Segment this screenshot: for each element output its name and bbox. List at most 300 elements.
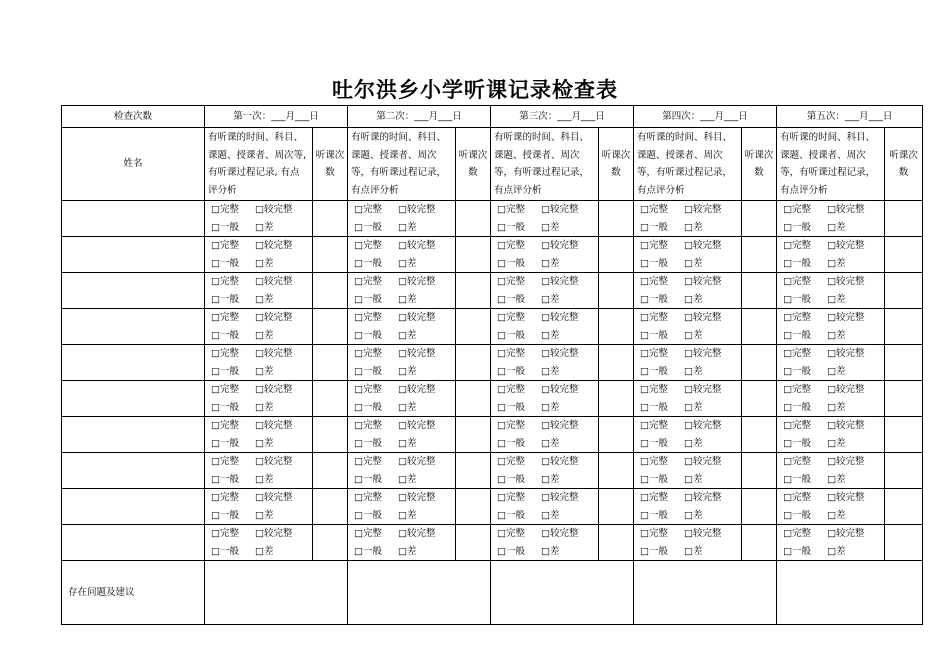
option-average[interactable]: □一般 <box>783 437 812 449</box>
option-poor[interactable]: □差 <box>255 401 274 413</box>
option-average[interactable]: □一般 <box>497 473 526 485</box>
option-average[interactable]: □一般 <box>211 221 239 233</box>
option-poor[interactable]: □差 <box>255 437 274 449</box>
count-cell[interactable] <box>885 309 923 345</box>
option-average[interactable]: □一般 <box>783 329 812 341</box>
option-fairly-complete[interactable]: □较完整 <box>398 384 436 395</box>
option-poor[interactable]: □差 <box>827 257 846 269</box>
option-poor[interactable]: □差 <box>684 401 703 413</box>
option-poor[interactable]: □差 <box>255 473 274 485</box>
option-fairly-complete[interactable]: □较完整 <box>684 204 722 215</box>
option-average[interactable]: □一般 <box>211 509 239 521</box>
rating-options <box>634 309 742 345</box>
count-cell[interactable] <box>313 345 348 381</box>
option-poor[interactable]: □差 <box>541 365 560 377</box>
issues-cell[interactable] <box>348 561 491 625</box>
option-poor[interactable]: □差 <box>827 221 846 233</box>
option-fairly-complete[interactable]: □较完整 <box>827 528 865 539</box>
option-average[interactable]: □一般 <box>211 365 239 377</box>
option-fairly-complete[interactable]: □较完整 <box>541 492 579 503</box>
rating-options <box>634 237 742 273</box>
count-cell[interactable] <box>742 381 777 417</box>
option-complete[interactable]: □完整 <box>211 456 239 467</box>
count-cell[interactable] <box>456 309 491 345</box>
option-complete[interactable]: □完整 <box>211 204 239 215</box>
rating-options <box>205 309 313 345</box>
option-average[interactable]: □一般 <box>497 257 526 269</box>
count-cell[interactable] <box>885 381 923 417</box>
option-complete[interactable]: □完整 <box>783 528 812 539</box>
teacher-row <box>62 381 923 417</box>
option-poor[interactable]: □差 <box>684 509 703 521</box>
rating-options <box>205 453 313 489</box>
option-fairly-complete[interactable]: □较完整 <box>541 528 579 539</box>
count-cell[interactable] <box>599 453 634 489</box>
option-average[interactable]: □一般 <box>354 437 382 449</box>
count-cell[interactable] <box>456 201 491 237</box>
count-cell[interactable] <box>599 525 634 561</box>
rating-options <box>491 201 599 237</box>
count-cell[interactable] <box>456 273 491 309</box>
option-poor[interactable]: □差 <box>398 329 417 341</box>
rating-options <box>348 417 456 453</box>
option-average[interactable]: □一般 <box>640 509 669 521</box>
count-cell[interactable] <box>885 237 923 273</box>
name-cell[interactable] <box>62 525 205 561</box>
count-cell[interactable] <box>599 309 634 345</box>
name-cell[interactable] <box>62 201 205 237</box>
count-cell[interactable] <box>599 237 634 273</box>
option-fairly-complete[interactable]: □较完整 <box>255 312 293 323</box>
option-poor[interactable]: □差 <box>398 545 417 557</box>
option-poor[interactable]: □差 <box>398 293 417 305</box>
count-cell[interactable] <box>313 453 348 489</box>
option-complete[interactable]: □完整 <box>497 348 526 359</box>
option-complete[interactable]: □完整 <box>211 348 239 359</box>
option-fairly-complete[interactable]: □较完整 <box>827 276 865 287</box>
option-average[interactable]: □一般 <box>640 329 669 341</box>
option-complete[interactable]: □完整 <box>211 528 239 539</box>
issues-cell[interactable] <box>205 561 348 625</box>
option-fairly-complete[interactable]: □较完整 <box>684 528 722 539</box>
count-cell[interactable] <box>885 345 923 381</box>
option-complete[interactable]: □完整 <box>354 348 382 359</box>
option-average[interactable]: □一般 <box>211 329 239 341</box>
option-fairly-complete[interactable]: □较完整 <box>398 420 436 431</box>
rating-options <box>777 525 885 561</box>
count-cell[interactable] <box>742 273 777 309</box>
option-poor[interactable]: □差 <box>541 221 560 233</box>
option-average[interactable]: □一般 <box>354 509 382 521</box>
count-cell[interactable] <box>313 309 348 345</box>
option-complete[interactable]: □完整 <box>211 492 239 503</box>
option-fairly-complete[interactable]: □较完整 <box>684 240 722 251</box>
option-poor[interactable]: □差 <box>684 437 703 449</box>
count-cell[interactable] <box>742 489 777 525</box>
count-cell[interactable] <box>313 201 348 237</box>
count-cell[interactable] <box>885 273 923 309</box>
name-cell[interactable] <box>62 309 205 345</box>
option-fairly-complete[interactable]: □较完整 <box>255 384 293 395</box>
rating-options <box>348 201 456 237</box>
option-fairly-complete[interactable]: □较完整 <box>827 240 865 251</box>
option-poor[interactable]: □差 <box>541 509 560 521</box>
option-complete[interactable]: □完整 <box>497 276 526 287</box>
option-average[interactable]: □一般 <box>497 293 526 305</box>
option-poor[interactable]: □差 <box>827 329 846 341</box>
name-header: 姓名 <box>62 128 205 201</box>
option-poor[interactable]: □差 <box>541 257 560 269</box>
option-complete[interactable]: □完整 <box>354 528 382 539</box>
count-cell[interactable] <box>456 525 491 561</box>
option-average[interactable]: □一般 <box>497 437 526 449</box>
rating-options <box>491 525 599 561</box>
option-complete[interactable]: □完整 <box>640 456 669 467</box>
count-cell[interactable] <box>313 489 348 525</box>
option-complete[interactable]: □完整 <box>211 384 239 395</box>
count-cell[interactable] <box>742 237 777 273</box>
name-cell[interactable] <box>62 237 205 273</box>
option-complete[interactable]: □完整 <box>783 348 812 359</box>
option-fairly-complete[interactable]: □较完整 <box>541 276 579 287</box>
option-complete[interactable]: □完整 <box>640 420 669 431</box>
option-fairly-complete[interactable]: □较完整 <box>398 492 436 503</box>
option-fairly-complete[interactable]: □较完整 <box>398 276 436 287</box>
option-average[interactable]: □一般 <box>211 437 239 449</box>
option-fairly-complete[interactable]: □较完整 <box>541 420 579 431</box>
option-poor[interactable]: □差 <box>541 401 560 413</box>
option-poor[interactable]: □差 <box>684 293 703 305</box>
option-average[interactable]: □一般 <box>497 221 526 233</box>
count-cell[interactable] <box>313 525 348 561</box>
rating-options <box>777 237 885 273</box>
count-cell[interactable] <box>599 201 634 237</box>
option-poor[interactable]: □差 <box>398 473 417 485</box>
option-average[interactable]: □一般 <box>640 257 669 269</box>
teacher-row <box>62 201 923 237</box>
option-average[interactable]: □一般 <box>783 365 812 377</box>
option-poor[interactable]: □差 <box>541 473 560 485</box>
option-complete[interactable]: □完整 <box>354 240 382 251</box>
name-cell[interactable] <box>62 381 205 417</box>
count-cell[interactable] <box>456 237 491 273</box>
count-cell[interactable] <box>742 417 777 453</box>
option-poor[interactable]: □差 <box>398 437 417 449</box>
option-fairly-complete[interactable]: □较完整 <box>541 348 579 359</box>
option-average[interactable]: □一般 <box>783 257 812 269</box>
option-poor[interactable]: □差 <box>827 293 846 305</box>
count-cell[interactable] <box>599 489 634 525</box>
option-fairly-complete[interactable]: □较完整 <box>684 312 722 323</box>
option-average[interactable]: □一般 <box>783 293 812 305</box>
option-fairly-complete[interactable]: □较完整 <box>827 420 865 431</box>
option-fairly-complete[interactable]: □较完整 <box>827 456 865 467</box>
option-fairly-complete[interactable]: □较完整 <box>398 240 436 251</box>
option-complete[interactable]: □完整 <box>497 312 526 323</box>
option-average[interactable]: □一般 <box>211 545 239 557</box>
option-complete[interactable]: □完整 <box>497 492 526 503</box>
option-complete[interactable]: □完整 <box>497 384 526 395</box>
option-poor[interactable]: □差 <box>684 257 703 269</box>
count-cell[interactable] <box>599 417 634 453</box>
count-cell[interactable] <box>742 453 777 489</box>
option-average[interactable]: □一般 <box>211 257 239 269</box>
option-fairly-complete[interactable]: □较完整 <box>255 240 293 251</box>
option-fairly-complete[interactable]: □较完整 <box>541 456 579 467</box>
teacher-row <box>62 273 923 309</box>
option-average[interactable]: □一般 <box>640 401 669 413</box>
rating-options <box>205 525 313 561</box>
option-average[interactable]: □一般 <box>211 401 239 413</box>
option-average[interactable]: □一般 <box>640 221 669 233</box>
option-poor[interactable]: □差 <box>255 221 274 233</box>
option-complete[interactable]: □完整 <box>354 492 382 503</box>
option-fairly-complete[interactable]: □较完整 <box>255 276 293 287</box>
option-poor[interactable]: □差 <box>684 221 703 233</box>
option-poor[interactable]: □差 <box>255 365 274 377</box>
option-complete[interactable]: □完整 <box>354 276 382 287</box>
option-fairly-complete[interactable]: □较完整 <box>398 348 436 359</box>
option-complete[interactable]: □完整 <box>211 276 239 287</box>
option-average[interactable]: □一般 <box>640 473 669 485</box>
count-cell[interactable] <box>456 381 491 417</box>
rating-options <box>348 489 456 525</box>
option-average[interactable]: □一般 <box>640 365 669 377</box>
count-cell[interactable] <box>456 453 491 489</box>
teacher-row <box>62 309 923 345</box>
option-average[interactable]: □一般 <box>640 545 669 557</box>
option-fairly-complete[interactable]: □较完整 <box>255 348 293 359</box>
option-fairly-complete[interactable]: □较完整 <box>398 204 436 215</box>
option-poor[interactable]: □差 <box>255 509 274 521</box>
option-complete[interactable]: □完整 <box>640 384 669 395</box>
option-poor[interactable]: □差 <box>255 257 274 269</box>
option-poor[interactable]: □差 <box>684 545 703 557</box>
count-cell[interactable] <box>313 237 348 273</box>
option-average[interactable]: □一般 <box>640 437 669 449</box>
option-fairly-complete[interactable]: □较完整 <box>398 528 436 539</box>
option-poor[interactable]: □差 <box>827 401 846 413</box>
option-fairly-complete[interactable]: □较完整 <box>684 456 722 467</box>
option-complete[interactable]: □完整 <box>783 204 812 215</box>
option-complete[interactable]: □完整 <box>640 276 669 287</box>
option-poor[interactable]: □差 <box>684 365 703 377</box>
option-poor[interactable]: □差 <box>541 329 560 341</box>
option-complete[interactable]: □完整 <box>640 204 669 215</box>
option-average[interactable]: □一般 <box>354 221 382 233</box>
option-complete[interactable]: □完整 <box>211 420 239 431</box>
option-fairly-complete[interactable]: □较完整 <box>684 276 722 287</box>
count-cell[interactable] <box>599 345 634 381</box>
rating-options <box>205 237 313 273</box>
option-poor[interactable]: □差 <box>684 473 703 485</box>
option-fairly-complete[interactable]: □较完整 <box>398 456 436 467</box>
option-average[interactable]: □一般 <box>783 545 812 557</box>
option-poor[interactable]: □差 <box>541 437 560 449</box>
option-complete[interactable]: □完整 <box>783 312 812 323</box>
option-complete[interactable]: □完整 <box>783 240 812 251</box>
option-poor[interactable]: □差 <box>827 437 846 449</box>
option-fairly-complete[interactable]: □较完整 <box>684 492 722 503</box>
teacher-row <box>62 453 923 489</box>
option-average[interactable]: □一般 <box>497 365 526 377</box>
option-complete[interactable]: □完整 <box>640 312 669 323</box>
option-poor[interactable]: □差 <box>827 545 846 557</box>
option-average[interactable]: □一般 <box>211 473 239 485</box>
rating-options <box>777 273 885 309</box>
option-average[interactable]: □一般 <box>783 221 812 233</box>
option-complete[interactable]: □完整 <box>354 312 382 323</box>
option-fairly-complete[interactable]: □较完整 <box>684 420 722 431</box>
option-complete[interactable]: □完整 <box>354 456 382 467</box>
option-average[interactable]: □一般 <box>354 365 382 377</box>
option-complete[interactable]: □完整 <box>497 204 526 215</box>
option-average[interactable]: □一般 <box>354 329 382 341</box>
name-cell[interactable] <box>62 453 205 489</box>
visit-1-count-header: 听课次数 <box>313 128 348 201</box>
count-cell[interactable] <box>313 273 348 309</box>
rating-options <box>777 309 885 345</box>
option-complete[interactable]: □完整 <box>783 276 812 287</box>
option-average[interactable]: □一般 <box>354 401 382 413</box>
rating-options <box>491 417 599 453</box>
option-average[interactable]: □一般 <box>354 545 382 557</box>
rating-options <box>634 489 742 525</box>
count-cell[interactable] <box>599 273 634 309</box>
rating-options <box>348 237 456 273</box>
option-poor[interactable]: □差 <box>255 329 274 341</box>
option-complete[interactable]: □完整 <box>211 240 239 251</box>
option-complete[interactable]: □完整 <box>640 348 669 359</box>
issues-cell[interactable] <box>777 561 923 625</box>
option-fairly-complete[interactable]: □较完整 <box>684 348 722 359</box>
option-complete[interactable]: □完整 <box>640 240 669 251</box>
option-average[interactable]: □一般 <box>354 473 382 485</box>
option-fairly-complete[interactable]: □较完整 <box>827 312 865 323</box>
option-fairly-complete[interactable]: □较完整 <box>541 240 579 251</box>
option-fairly-complete[interactable]: □较完整 <box>255 456 293 467</box>
rating-options <box>348 309 456 345</box>
option-complete[interactable]: □完整 <box>211 312 239 323</box>
count-cell[interactable] <box>456 417 491 453</box>
option-fairly-complete[interactable]: □较完整 <box>827 492 865 503</box>
option-fairly-complete[interactable]: □较完整 <box>255 420 293 431</box>
option-fairly-complete[interactable]: □较完整 <box>541 384 579 395</box>
count-cell[interactable] <box>456 345 491 381</box>
option-average[interactable]: □一般 <box>497 401 526 413</box>
option-poor[interactable]: □差 <box>541 293 560 305</box>
option-complete[interactable]: □完整 <box>354 204 382 215</box>
visit-5-count-header: 听课次数 <box>885 128 923 201</box>
rating-options <box>777 381 885 417</box>
rating-options <box>205 417 313 453</box>
issues-cell[interactable] <box>634 561 777 625</box>
count-cell[interactable] <box>599 381 634 417</box>
name-cell[interactable] <box>62 489 205 525</box>
option-average[interactable]: □一般 <box>354 257 382 269</box>
rating-options <box>634 381 742 417</box>
option-average[interactable]: □一般 <box>783 509 812 521</box>
visit-4-header: 第四次：___月___日 <box>634 106 777 128</box>
count-cell[interactable] <box>313 381 348 417</box>
teacher-row <box>62 417 923 453</box>
option-fairly-complete[interactable]: □较完整 <box>827 384 865 395</box>
option-complete[interactable]: □完整 <box>783 456 812 467</box>
name-cell[interactable] <box>62 345 205 381</box>
option-average[interactable]: □一般 <box>783 473 812 485</box>
option-poor[interactable]: □差 <box>398 257 417 269</box>
option-fairly-complete[interactable]: □较完整 <box>255 492 293 503</box>
rating-options <box>491 237 599 273</box>
option-average[interactable]: □一般 <box>640 293 669 305</box>
count-cell[interactable] <box>742 309 777 345</box>
option-complete[interactable]: □完整 <box>783 420 812 431</box>
count-cell[interactable] <box>885 489 923 525</box>
option-complete[interactable]: □完整 <box>497 240 526 251</box>
option-poor[interactable]: □差 <box>398 221 417 233</box>
count-cell[interactable] <box>313 417 348 453</box>
option-average[interactable]: □一般 <box>354 293 382 305</box>
option-average[interactable]: □一般 <box>783 401 812 413</box>
option-fairly-complete[interactable]: □较完整 <box>827 348 865 359</box>
option-complete[interactable]: □完整 <box>354 384 382 395</box>
option-complete[interactable]: □完整 <box>497 528 526 539</box>
name-cell[interactable] <box>62 273 205 309</box>
count-cell[interactable] <box>456 489 491 525</box>
count-cell[interactable] <box>742 345 777 381</box>
option-average[interactable]: □一般 <box>497 509 526 521</box>
name-cell[interactable] <box>62 417 205 453</box>
option-complete[interactable]: □完整 <box>354 420 382 431</box>
option-poor[interactable]: □差 <box>684 329 703 341</box>
count-cell[interactable] <box>885 201 923 237</box>
option-complete[interactable]: □完整 <box>497 456 526 467</box>
count-cell[interactable] <box>742 201 777 237</box>
option-poor[interactable]: □差 <box>398 365 417 377</box>
option-fairly-complete[interactable]: □较完整 <box>541 204 579 215</box>
option-poor[interactable]: □差 <box>255 293 274 305</box>
option-complete[interactable]: □完整 <box>640 528 669 539</box>
option-complete[interactable]: □完整 <box>783 384 812 395</box>
option-poor[interactable]: □差 <box>255 545 274 557</box>
option-poor[interactable]: □差 <box>398 509 417 521</box>
option-fairly-complete[interactable]: □较完整 <box>827 204 865 215</box>
count-cell[interactable] <box>885 417 923 453</box>
visit-1-header: 第一次：___月___日 <box>205 106 348 128</box>
option-complete[interactable]: □完整 <box>640 492 669 503</box>
option-complete[interactable]: □完整 <box>783 492 812 503</box>
option-fairly-complete[interactable]: □较完整 <box>398 312 436 323</box>
option-poor[interactable]: □差 <box>398 401 417 413</box>
option-average[interactable]: □一般 <box>211 293 239 305</box>
rating-options <box>634 345 742 381</box>
count-cell[interactable] <box>742 525 777 561</box>
option-fairly-complete[interactable]: □较完整 <box>255 528 293 539</box>
option-fairly-complete[interactable]: □较完整 <box>255 204 293 215</box>
option-poor[interactable]: □差 <box>827 509 846 521</box>
issues-cell[interactable] <box>491 561 634 625</box>
option-poor[interactable]: □差 <box>827 473 846 485</box>
count-cell[interactable] <box>885 525 923 561</box>
option-fairly-complete[interactable]: □较完整 <box>541 312 579 323</box>
option-poor[interactable]: □差 <box>827 365 846 377</box>
count-cell[interactable] <box>885 453 923 489</box>
option-average[interactable]: □一般 <box>497 545 526 557</box>
option-poor[interactable]: □差 <box>541 545 560 557</box>
option-average[interactable]: □一般 <box>497 329 526 341</box>
option-complete[interactable]: □完整 <box>497 420 526 431</box>
option-fairly-complete[interactable]: □较完整 <box>684 384 722 395</box>
